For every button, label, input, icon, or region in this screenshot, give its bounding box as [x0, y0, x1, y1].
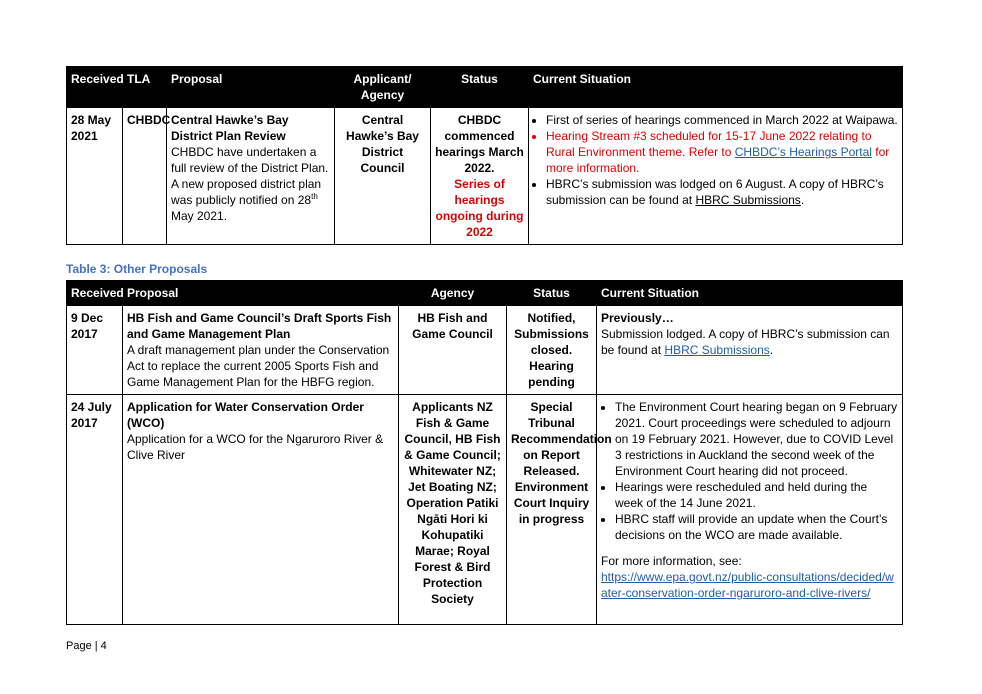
- epa-link[interactable]: https://www.epa.govt.nz/public-consultations/decided/water-conservation-order-ngaruroro-and-clive-rivers/: [601, 570, 894, 600]
- received-date: 28 May 2021: [67, 108, 123, 245]
- agency-value: Applicants NZ Fish & Game Council, HB Fish & Game Council; Whitewater NZ; Jet Boating NZ; Operation Patiki Ngāti Hori ki Kohupatiki Marae; Royal Forest & Bird Protection Society: [399, 395, 507, 625]
- proposal-title: Central Hawke’s Bay District Plan Review: [171, 113, 289, 143]
- status-value: Special Tribunal Recommendation on Report Released. Environment Court Inquiry in progress: [507, 395, 597, 625]
- proposal-body: A draft management plan under the Conservation Act to replace the current 2005 Sports Fish and Game Management Plan for the HBFG region.: [127, 343, 390, 389]
- page-number: Page | 4: [66, 640, 107, 652]
- proposal-body-text: CHBDC have undertaken a full review of the District Plan. A new proposed district plan was publicly notified on 28: [171, 145, 329, 207]
- proposal-title: Application for Water Conservation Order (WCO): [127, 400, 364, 430]
- other-proposals-table: [66, 280, 903, 625]
- table-row: [67, 395, 903, 625]
- proposal-cell: [123, 306, 399, 395]
- situation-title: Previously…: [601, 311, 674, 325]
- proposal-sup: th: [311, 192, 318, 201]
- table-row: [67, 108, 903, 245]
- bullet-tail: for more information.: [546, 145, 890, 175]
- received-date: 9 Dec 2017: [67, 306, 123, 395]
- situation-body: Submission lodged. A copy of HBRC’s submission can be found at: [601, 327, 890, 357]
- hbrc-submissions-link[interactable]: HBRC Submissions: [664, 343, 770, 357]
- agency-value: HB Fish and Game Council: [399, 306, 507, 395]
- header-received: Received: [67, 67, 123, 108]
- proposal-body: Application for a WCO for the Ngaruroro River & Clive River: [127, 432, 384, 462]
- list-item: • First of series of hearings commenced in March 2022 at Waipawa.: [546, 112, 898, 128]
- header-proposal: Proposal: [167, 67, 335, 108]
- table-header-row: [67, 281, 903, 306]
- applicant-value: Central Hawke’s Bay District Council: [335, 108, 431, 245]
- list-item: • Hearings were rescheduled and held during the week of the 14 June 2021.: [615, 479, 898, 511]
- hearings-table: [66, 66, 903, 245]
- header-tla: TLA: [123, 67, 167, 108]
- situation-cell: [529, 108, 903, 245]
- list-item: [546, 128, 898, 176]
- proposal-title: HB Fish and Game Council’s Draft Sports Fish and Game Management Plan: [127, 311, 392, 341]
- situation-list: [533, 112, 898, 208]
- situation-cell: [597, 306, 903, 395]
- header-applicant: Applicant/ Agency: [335, 67, 431, 108]
- status-cell: [431, 108, 529, 245]
- proposal-cell: [123, 395, 399, 625]
- table-caption: Table 3: Other Proposals: [66, 262, 208, 276]
- list-item: • The Environment Court hearing began on 9 February 2021. Court proceedings were scheduled to adjourn on 19 February 2021. However, due to COVID Level 3 restrictions in Auckland the second week of the Environment Court hearing did not proceed.: [615, 399, 898, 479]
- header-proposal: Proposal: [123, 281, 399, 306]
- header-received: Received: [67, 281, 123, 306]
- table-row: [67, 306, 903, 395]
- header-agency: Agency: [399, 281, 507, 306]
- more-info-label: For more information, see:: [601, 554, 742, 568]
- situation-cell: [597, 395, 903, 625]
- proposal-body: [171, 144, 330, 224]
- header-current-situation: Current Situation: [529, 67, 903, 108]
- hbrc-submissions-link[interactable]: HBRC Submissions: [695, 193, 801, 207]
- received-date: 24 July 2017: [67, 395, 123, 625]
- bullet-tail: .: [800, 193, 805, 207]
- header-status: Status: [507, 281, 597, 306]
- list-item: [546, 176, 898, 208]
- list-item: • HBRC staff will provide an update when the Court’s decisions on the WCO are made available.: [615, 511, 898, 543]
- table-header-row: [67, 67, 903, 108]
- situation-text: [601, 326, 898, 358]
- status-value: Notified, Submissions closed. Hearing pending: [507, 306, 597, 395]
- hearings-portal-link[interactable]: CHBDC’s Hearings Portal: [734, 145, 872, 159]
- proposal-cell: [167, 108, 335, 245]
- status-text: CHBDC commenced hearings March 2022.: [435, 113, 524, 175]
- bullet-text: Hearing Stream #3 scheduled for 15-17 June 2022 relating to Rural Environment theme. Refer to: [546, 129, 872, 159]
- tla-value: CHBDC: [123, 108, 167, 245]
- proposal-body-tail: May 2021.: [171, 209, 228, 223]
- situation-tail: .: [769, 343, 774, 357]
- status-red-text: Series of hearings ongoing during 2022: [435, 177, 524, 239]
- situation-list: [601, 399, 898, 543]
- bullet-text: HBRC’s submission was lodged on 6 August. A copy of HBRC’s submission can be found at: [546, 177, 884, 207]
- header-current-situation: Current Situation: [597, 281, 903, 306]
- header-status: Status: [431, 67, 529, 108]
